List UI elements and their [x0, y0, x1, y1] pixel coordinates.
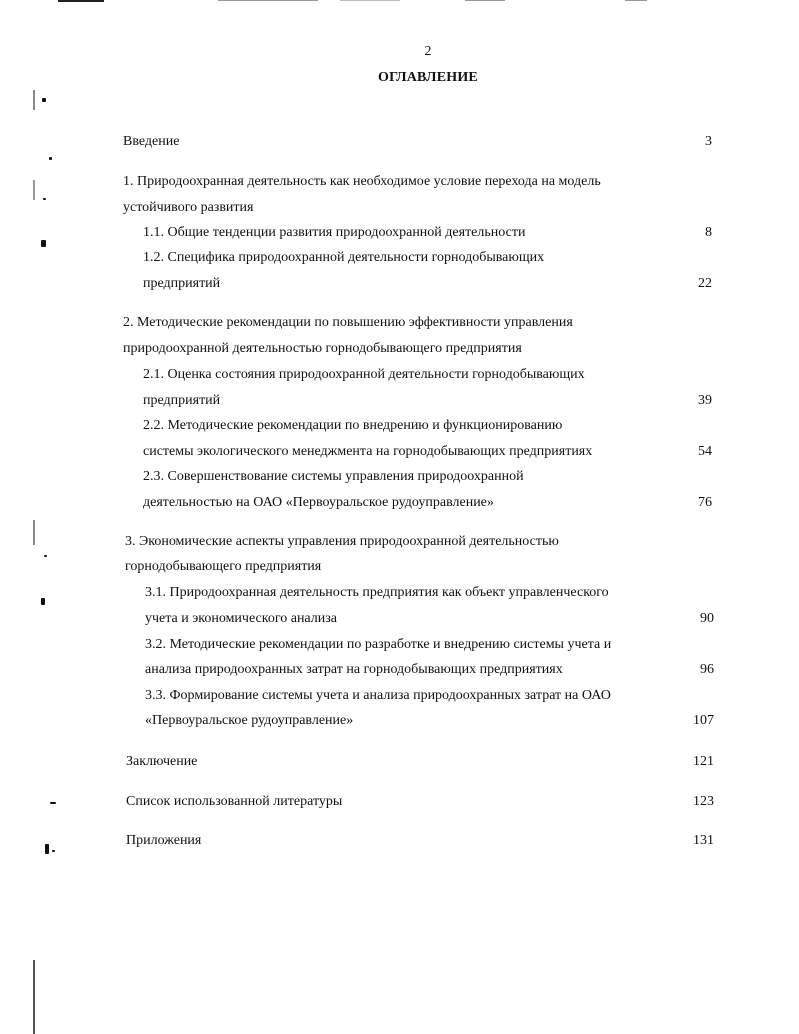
toc-section-2-3-line-2: деятельностью на ОАО «Первоуральское рудоуправление» [143, 495, 494, 510]
scan-artifact-top-5 [625, 0, 647, 1]
toc-section-1-2-line-2: предприятий [143, 276, 221, 291]
toc-entry-references: Список использованной литературы [126, 794, 343, 809]
toc-page-2-3: 76 [698, 495, 712, 510]
scan-speck [44, 555, 47, 557]
toc-section-2-1-line-1: 2.1. Оценка состояния природоохранной деятельности горнодобывающих [143, 367, 585, 382]
toc-section-3-2-line-1: 3.2. Методические рекомендации по разработке и внедрению системы учета и [145, 637, 612, 652]
toc-section-2-1-line-2: предприятий [143, 393, 221, 408]
scan-speck [41, 598, 45, 605]
toc-page-3-3: 107 [693, 713, 714, 728]
scan-speck [43, 198, 46, 200]
toc-page-1-1: 8 [705, 225, 712, 240]
scan-speck [49, 157, 52, 160]
toc-page-2-1: 39 [698, 393, 712, 408]
toc-chapter-2-line-2: природоохранной деятельностью горнодобывающего предприятия [123, 341, 522, 356]
scan-artifact-top-2 [218, 0, 318, 1]
toc-page-3-1: 90 [700, 611, 714, 626]
toc-entry-appendices: Приложения [126, 833, 202, 848]
toc-page-appendices: 131 [693, 833, 714, 848]
toc-page-references: 123 [693, 794, 714, 809]
toc-section-2-3-line-1: 2.3. Совершенствование системы управления природоохранной [143, 469, 524, 484]
scan-speck [41, 240, 46, 247]
toc-section-2-2-line-1: 2.2. Методические рекомендации по внедрению и функционированию [143, 418, 563, 433]
toc-section-2-2-line-2: системы экологического менеджмента на горнодобывающих предприятиях [143, 444, 593, 459]
toc-title: ОГЛАВЛЕНИЕ [378, 70, 478, 85]
toc-chapter-2-line-1: 2. Методические рекомендации по повышению эффективности управления [123, 315, 573, 330]
toc-section-3-3-line-1: 3.3. Формирование системы учета и анализа природоохранных затрат на ОАО [145, 688, 611, 703]
toc-entry-intro: Введение [123, 134, 180, 149]
page-number: 2 [424, 44, 432, 59]
toc-chapter-3-line-1: 3. Экономические аспекты управления природоохранной деятельностью [125, 534, 559, 549]
toc-chapter-1-line-1: 1. Природоохранная деятельность как необходимое условие перехода на модель [123, 174, 601, 189]
toc-section-3-1-line-1: 3.1. Природоохранная деятельность предприятия как объект управленческого [145, 585, 609, 600]
toc-section-1-1: 1.1. Общие тенденции развития природоохранной деятельности [143, 225, 526, 240]
scan-artifact-top-1 [58, 0, 104, 2]
toc-section-3-1-line-2: учета и экономического анализа [145, 611, 337, 626]
scan-speck [52, 850, 55, 852]
scan-speck [50, 802, 56, 804]
toc-page-3-2: 96 [700, 662, 714, 677]
toc-chapter-3-line-2: горнодобывающего предприятия [125, 559, 322, 574]
scan-speck [42, 98, 46, 102]
toc-section-3-3-line-2: «Первоуральское рудоуправление» [145, 713, 354, 728]
toc-page-conclusion: 121 [693, 754, 714, 769]
toc-entry-conclusion: Заключение [126, 754, 198, 769]
toc-page-2-2: 54 [698, 444, 712, 459]
toc-chapter-1-line-2: устойчивого развития [123, 200, 254, 215]
scan-speck [45, 844, 49, 854]
toc-page-1-2: 22 [698, 276, 712, 291]
scan-left-edge [33, 0, 35, 1034]
toc-section-3-2-line-2: анализа природоохранных затрат на горнодобывающих предприятиях [145, 662, 563, 677]
scan-artifact-top-4 [465, 0, 505, 1]
toc-section-1-2-line-1: 1.2. Специфика природоохранной деятельности горнодобывающих [143, 250, 545, 265]
toc-page-intro: 3 [705, 134, 712, 149]
scan-artifact-top-3 [340, 0, 400, 1]
